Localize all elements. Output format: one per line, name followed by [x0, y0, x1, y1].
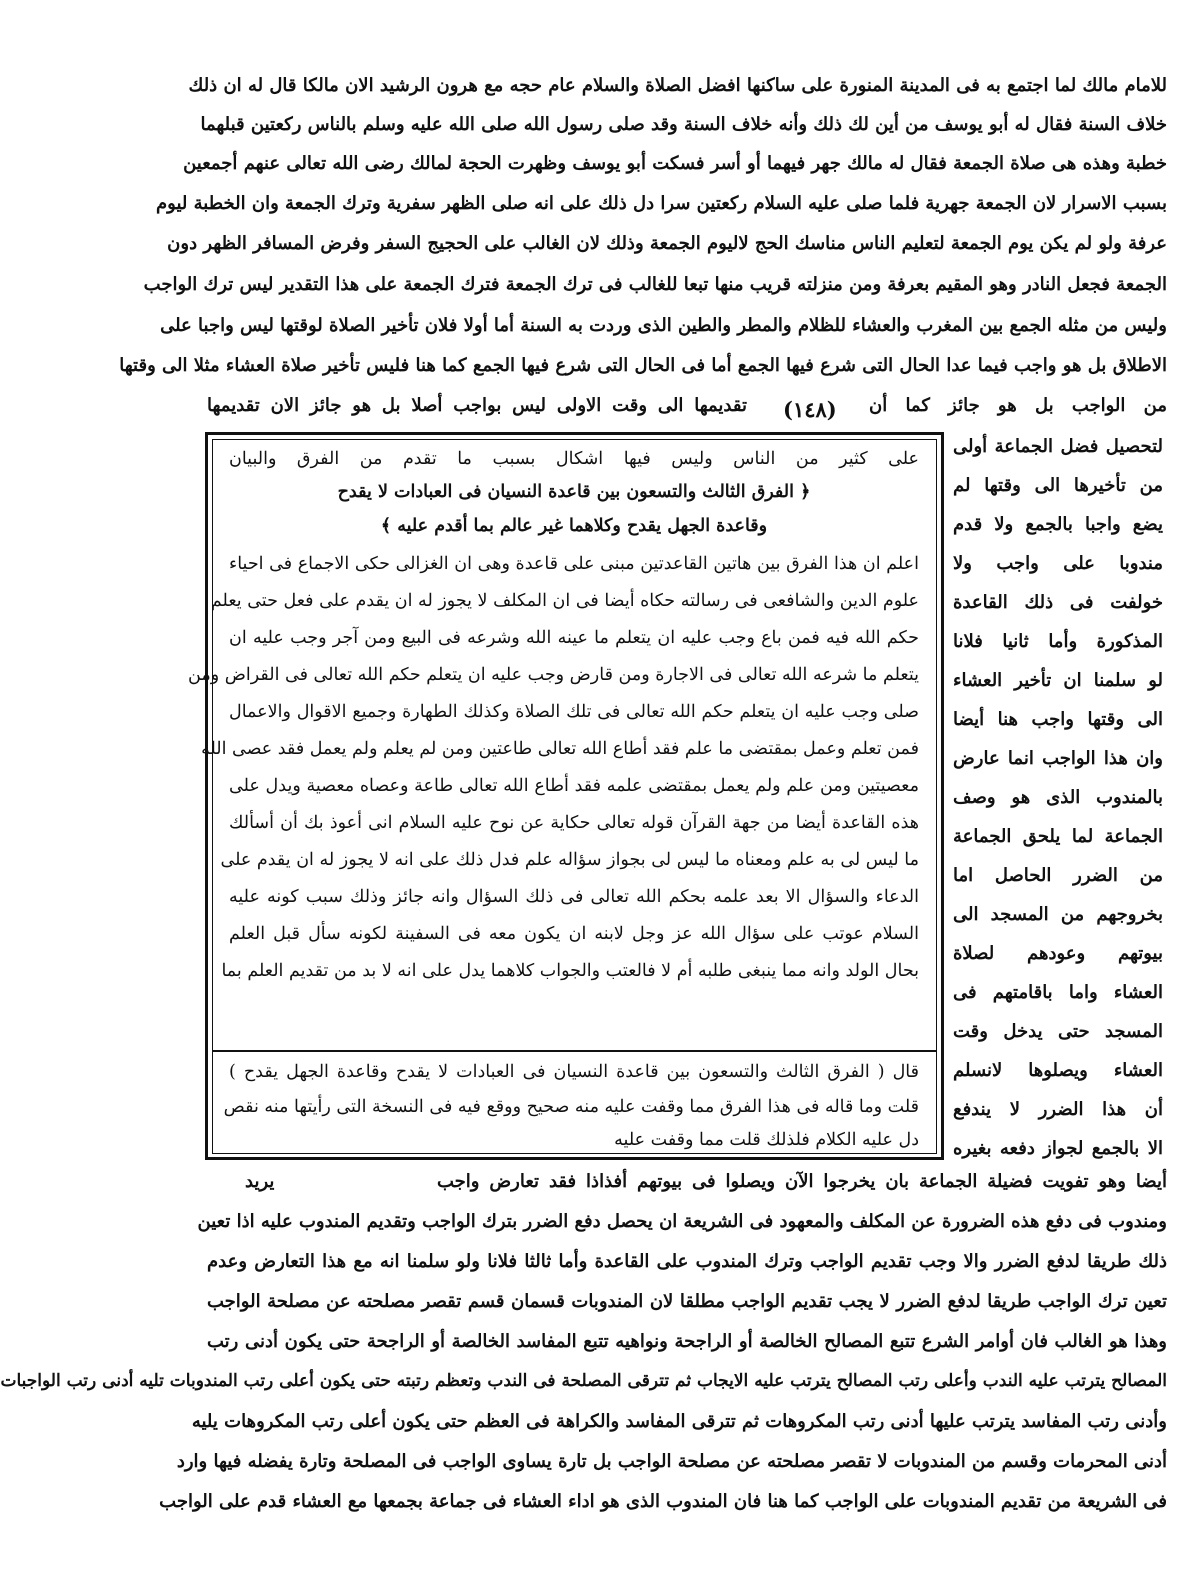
- text-line: خلاف السنة فقال له أبو يوسف من أين لك ذلك وأنه خلاف السنة وقد صلى رسول الله صلى الله عليه وسلم بالناس ركعتين قبلهما: [200, 114, 1167, 135]
- text-line: الدعاء والسؤال الا بعد علمه بحكم الله تعالى فى ذلك السؤال وانه جائز وذلك سبب كونه عليه: [229, 887, 919, 907]
- side-line: المسجد حتى يدخل وقت: [953, 1021, 1163, 1042]
- text-line: خطبة وهذه هى صلاة الجمعة فقال له مالك جهر فيهما أو أسر فسكت أبو يوسف وظهرت الحجة لمالك رضى الله تعالى عنهم أجمعين: [183, 153, 1167, 174]
- box-divider: [212, 1050, 937, 1052]
- text-line: هذه القاعدة أيضا من جهة القرآن قوله تعالى حكاية عن نوح عليه السلام انى أعوذ بك أن أسألك: [229, 813, 919, 833]
- text-line: علوم الدين والشافعى فى رسالته حكاه أيضا فى ان المكلف لا يجوز له ان يقدم على فعل حتى يعلم: [210, 591, 919, 611]
- note-line: قلت وما قاله فى هذا الفرق مما وقفت عليه منه صحيح ووقع فيه فى النسخة التى رأيتها منه نقص: [223, 1097, 919, 1117]
- text-line: من الواجب بل هو جائز كما أن: [869, 395, 1167, 416]
- side-line: من تأخيرها الى وقتها لم: [953, 475, 1163, 496]
- text-line: المصالح يترتب عليه الندب وأعلى رتب المصالح يترتب عليه الايجاب ثم تترقى المصلحة فى الندب وتعظم رتبته حتى يكون أعلى رتب المندوبات تليه أدنى رتب الواجبات: [0, 1371, 1167, 1391]
- note-line: قال ( الفرق الثالث والتسعون بين قاعدة النسيان فى العبادات لا يقدح وقاعدة الجهل يقدح ): [229, 1062, 919, 1082]
- text-line: ومندوب فى دفع هذه الضرورة عن المكلف والمعهود فى الشريعة ان يحصل دفع الضرر بترك الواجب وتقديم المندوب عليه اذا تعين: [197, 1211, 1167, 1232]
- text-line: تقديمها الى وقت الاولى ليس بواجب أصلا بل هو جائز الان تقديمها: [207, 395, 747, 416]
- side-line: الا بالجمع لجواز دفعه بغيره: [953, 1138, 1163, 1159]
- side-line: المذكورة وأما ثانيا فلانا: [953, 631, 1163, 652]
- text-line: فى الشريعة من تقديم المندوبات على الواجب كما هنا فان المندوب الذى هو اداء العشاء فى جماعة بجمعها مع العشاء قدم على الواجب: [159, 1491, 1167, 1512]
- text-line: يريد: [245, 1171, 275, 1192]
- text-line: بسبب الاسرار لان الجمعة جهرية فلما صلى عليه السلام ركعتين سرا دل ذلك على انه صلى الظهر سفرية وترك الجمعة وان الخطبة ليوم: [156, 193, 1167, 214]
- side-line: الجماعة لما يلحق الجماعة: [953, 826, 1163, 847]
- text-line: وأدنى رتب المفاسد يترتب عليها أدنى رتب المكروهات ثم تترقى المفاسد والكراهة فى العظم حتى يكون أعلى رتب المكروهات يليه: [191, 1411, 1167, 1432]
- text-box-inner: [188, 439, 937, 1154]
- text-line: أيضا وهو تفويت فضيلة الجماعة بان يخرجوا الآن ويصلوا فى بيوتهم أفذاذا فقد تعارض واجب: [437, 1171, 1167, 1192]
- text-line: يتعلم ما شرعه الله تعالى فى الاجارة ومن قارض وجب عليه ان يتعلم حكم الله تعالى فى القراض ومن: [188, 665, 919, 685]
- text-line: معصيتين ومن علم ولم يعمل بمقتضى علمه فقد أطاع الله تعالى طاعة وعصاه معصية ويدل على: [229, 776, 919, 796]
- side-line: بالمندوب الذى هو وصف: [953, 787, 1163, 808]
- text-line: وليس من مثله الجمع بين المغرب والعشاء للظلام والمطر والطين الذى وردت به السنة أما أولا فلان تأخير الصلاة لوقتها ليس واجبا على: [160, 315, 1167, 336]
- section-heading: ﴿ الفرق الثالث والتسعون بين قاعدة النسيان فى العبادات لا يقدح: [337, 482, 811, 502]
- text-line: تعين ترك الواجب طريقا لدفع الضرر لا يجب تقديم الواجب مطلقا لان المندوبات قسمان قسم تقصر مصلحته عن مصلحة الواجب: [207, 1291, 1167, 1312]
- side-line: لتحصيل فضل الجماعة أولى: [953, 436, 1163, 457]
- side-line: الى وقتها واجب هنا أيضا: [953, 709, 1163, 730]
- side-line: وان هذا الواجب انما عارض: [953, 748, 1163, 769]
- side-line: بيوتهم وعودهم لصلاة: [953, 943, 1163, 964]
- text-line: اعلم ان هذا الفرق بين هاتين القاعدتين مبنى على قاعدة وهى ان الغزالى حكى الاجماع فى احياء: [229, 554, 919, 574]
- side-line: يضع واجبا بالجمع ولا قدم: [953, 514, 1163, 535]
- text-line: الجمعة فجعل النادر وهو المقيم بعرفة ومن منزلته قريب منها تبعا للغالب فى ترك الجمعة فترك الجمعة على هذا التقدير ليس ترك الواجب: [143, 274, 1167, 295]
- text-line: صلى وجب عليه ان يتعلم حكم الله تعالى فى تلك الصلاة وكذلك الطهارة وجميع الاقوال والاعمال: [229, 702, 919, 722]
- side-line: أن هذا الضرر لا يندفع: [953, 1099, 1163, 1120]
- side-line: لو سلمنا ان تأخير العشاء: [953, 670, 1163, 691]
- side-line: خولفت فى ذلك القاعدة: [953, 592, 1163, 613]
- text-line: عرفة ولو لم يكن يوم الجمعة لتعليم الناس مناسك الحج لاليوم الجمعة وذلك لان الغالب على الحجيج السفر وفرض المسافر الظهر دون: [167, 233, 1167, 254]
- side-line: العشاء ويصلوها لانسلم: [953, 1060, 1163, 1081]
- text-line: وهذا هو الغالب فان أوامر الشرع تتبع المصالح الخالصة أو الراجحة ونواهيه تتبع المفاسد الخالصة أو الراجحة حتى يكون أدنى رتب: [207, 1331, 1167, 1352]
- page-number: (١٤٨): [783, 397, 837, 422]
- note-line: دل عليه الكلام فلذلك قلت مما وقفت عليه: [614, 1130, 919, 1150]
- side-line: العشاء واما باقامتهم فى: [953, 982, 1163, 1003]
- text-line: بحال الولد وانه مما ينبغى طلبه أم لا فالعتب والجواب كلاهما يدل على انه لا بد من تقديم العلم بما: [221, 961, 919, 981]
- text-line: حكم الله فيه فمن باع وجب عليه ان يتعلم ما عينه الله وشرعه فى البيع ومن آجر وجب عليه ان: [229, 628, 919, 648]
- side-line: بخروجهم من المسجد الى: [953, 904, 1163, 925]
- text-line: الاطلاق بل هو واجب فيما عدا الحال التى شرع فيها الجمع أما فى الحال التى شرع فيها الجمع كما هنا فليس تأخير صلاة العشاء مثلا الى وقتها: [119, 355, 1167, 376]
- text-line: فمن تعلم وعمل بمقتضى ما علم فقد أطاع الله تعالى طاعتين ومن لم يعلم ولم يعمل فقد عصى الله: [201, 739, 919, 759]
- text-line: للامام مالك لما اجتمع به فى المدينة المنورة على ساكنها افضل الصلاة والسلام عام حجه مع هرون الرشيد الان مالكا قال له ان ذلك: [188, 75, 1167, 96]
- text-line: أدنى المحرمات وقسم من المندوبات لا تقصر مصلحته عن مصلحة الواجب بل تارة يساوى الواجب فى المصلحة وتارة يفضله فيها وارد: [176, 1451, 1167, 1472]
- side-line: من الضرر الحاصل اما: [953, 865, 1163, 886]
- text-line: على كثير من الناس وليس فيها اشكال بسبب ما تقدم من الفرق والبيان: [229, 449, 919, 469]
- text-line: السلام عوتب على سؤال الله عز وجل لابنه ان يكون معه فى السفينة لكونه سأل قبل العلم: [229, 924, 919, 944]
- text-line: ما ليس لى به علم ومعناه ما ليس لى بجواز سؤاله علم فدل ذلك على انه لا يجوز له ان يقدم على: [220, 850, 919, 870]
- side-line: مندوبا على واجب ولا: [953, 553, 1163, 574]
- section-heading: وقاعدة الجهل يقدح وكلاهما غير عالم بما أقدم عليه ﴾: [380, 516, 768, 536]
- text-line: ذلك طريقا لدفع الضرر والا وجب تقديم الواجب وترك المندوب على القاعدة وأما ثالثا فلانا ولو سلمنا انه مع هذا التعارض وعدم: [207, 1251, 1167, 1272]
